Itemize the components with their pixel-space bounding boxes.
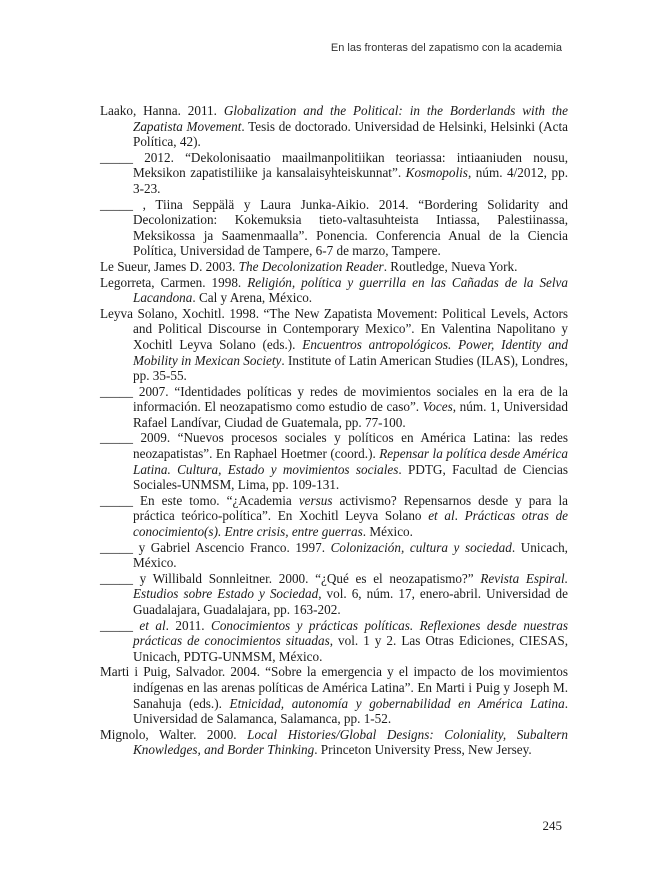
entry-text: Marti i Puig, Salvador. 2004. “Sobre la emergencia y el impacto de los movimientos indígenas en las arenas políticas de América Latina”. En Marti i Puig y Joseph M. Sanahuja (eds.). [100,664,568,711]
entry-italic-text: Globalization and the Political: in the Borderlands with the Zapatista Movement [133,103,568,134]
entry-text: _____ 2007. “Identidades políticas y redes de movimientos sociales en la era de la información. El neozapatismo como estudio de caso”. [100,383,568,415]
entry-text: _____ En este tomo. “¿Academia [100,492,299,508]
entry-italic-text: Encuentros antropológicos. Power, Identity and Mobility in Mexican Society [133,336,568,368]
entry-text: . Princeton University Press, New Jersey. [314,742,532,758]
bibliography-entry [100,103,568,150]
entry-italic-text: Conocimientos y prácticas políticas. Reflexiones desde nuestras prácticas de conocimientos situadas [133,617,569,649]
entry-text: , núm. 1, Universidad Rafael Landívar, Ciudad de Guatemala, pp. 77-100. [133,399,568,430]
entry-text: _____ y Gabriel Ascencio Franco. 1997. [100,539,331,555]
entry-italic-text: Revista Espiral. Estudios sobre Estado y Sociedad [133,570,568,602]
bibliography-entry [100,259,568,275]
entry-text: Legorreta, Carmen. 1998. [100,274,248,290]
entry-italic-text: The Decolonization Reader [238,258,384,274]
entry-text: . Universidad de Salamanca, Salamanca, pp. 1-52. [133,695,568,727]
bibliography-entry [100,275,568,306]
entry-text: . Routledge, Nueva York. [383,258,518,274]
entry-italic-text: et al [428,508,455,524]
entry-italic-text: Local Histories/Global Designs: Coloniality, Subaltern Knowledges, and Border Thinking [133,726,568,758]
entry-text: , vol. 1 y 2. Las Otras Ediciones, CIESAS, Unicach, PDTG-UNMSM, México. [133,633,568,664]
entry-text: . [454,508,465,524]
entry-text: _____ 2012. “Dekolonisaatio maailmanpolitiikan teoriassa: intiaaniuden nousu, Meksikon zapatistiliike ja kansalaisyhteiskunnat”. [100,149,568,181]
entry-text: _____ , Tiina Seppälä y Laura Junka-Aikio. 2014. “Bordering Solidarity and Decolonization: Kokemuksia tieto-valtasuhteista Intiassa, Palestiinassa, Meksikossa ja Saamenmaalla”. Ponencia. Conferencia Anual de la Ciencia Política, Universidad de Tampere, 6-7 de marzo, Tampere. [100,196,568,259]
entry-italic-text: Kosmopolis [405,165,468,181]
bibliography-entry [100,540,568,571]
entry-text: . México. [362,524,413,540]
entry-text: _____ [100,617,140,633]
running-header: En las fronteras del zapatismo con la academia [330,42,562,54]
page-number: 245 [542,818,562,833]
bibliography-entry [100,727,568,758]
entry-text: . Cal y Arena, México. [192,290,313,306]
bibliography-entry [100,150,568,197]
entry-text: . Tesis de doctorado. Universidad de Helsinki, Helsinki (Acta Política, 42). [133,118,568,150]
entry-text: . 2011. [165,617,212,633]
bibliography-entry [100,197,568,259]
entry-text: Mignolo, Walter. 2000. [100,726,248,742]
entry-italic-text: versus [298,492,333,508]
entry-italic-text: Colonización, cultura y sociedad [330,539,512,555]
bibliography-entry [100,618,568,665]
entry-italic-text: Repensar la política desde América Latina. Cultura, Estado y movimientos sociales [133,446,568,477]
entry-text: _____ y Willibald Sonnleitner. 2000. “¿Qué es el neozapatismo?” [100,570,481,586]
entry-text: Leyva Solano, Xochitl. 1998. “The New Zapatista Movement: Political Levels, Actors and Political Discourse in Contemporary Mexico”. En Valentina Napolitano y Xochitl Leyva Solano (eds.). [100,305,568,352]
entry-text: activismo? Repensarnos desde y para la práctica teórico-política”. En Xochitl Leyva Solano [133,492,569,524]
entry-italic-text: Prácticas otras de conocimiento(s). Entre crisis, entre guerras [133,508,569,540]
bibliography-entry [100,306,568,384]
entry-italic-text: Religión, política y guerrilla en las Cañadas de la Selva Lacandona [133,274,569,306]
entry-text: _____ 2009. “Nuevos procesos sociales y políticos en América Latina: las redes neozapatistas”. En Raphael Hoetmer (coord.). [100,430,568,462]
bibliography-entry [100,430,568,492]
entry-text: . PDTG, Facultad de Ciencias Sociales-UNMSM, Lima, pp. 109-131. [133,461,568,493]
entry-italic-text: Etnicidad, autonomía y gobernabilidad en América Latina [229,695,565,711]
bibliography-list [100,103,568,758]
bibliography-entry [100,493,568,540]
entry-text: Le Sueur, James D. 2003. [100,258,239,274]
bibliography-entry [100,664,568,726]
entry-text: . Unicach, México. [133,539,568,571]
bibliography-entry [100,384,568,431]
bibliography-entry [100,571,568,618]
entry-text: , vol. 6, núm. 17, enero-abril. Universidad de Guadalajara, Guadalajara, pp. 163-202. [133,586,568,617]
entry-italic-text: Voces [422,399,453,415]
entry-text: Laako, Hanna. 2011. [100,103,224,118]
entry-italic-text: et al [139,617,166,633]
entry-text: , núm. 4/2012, pp. 3-23. [133,165,568,196]
entry-text: . Institute of Latin American Studies (ILAS), Londres, pp. 35-55. [133,352,568,384]
